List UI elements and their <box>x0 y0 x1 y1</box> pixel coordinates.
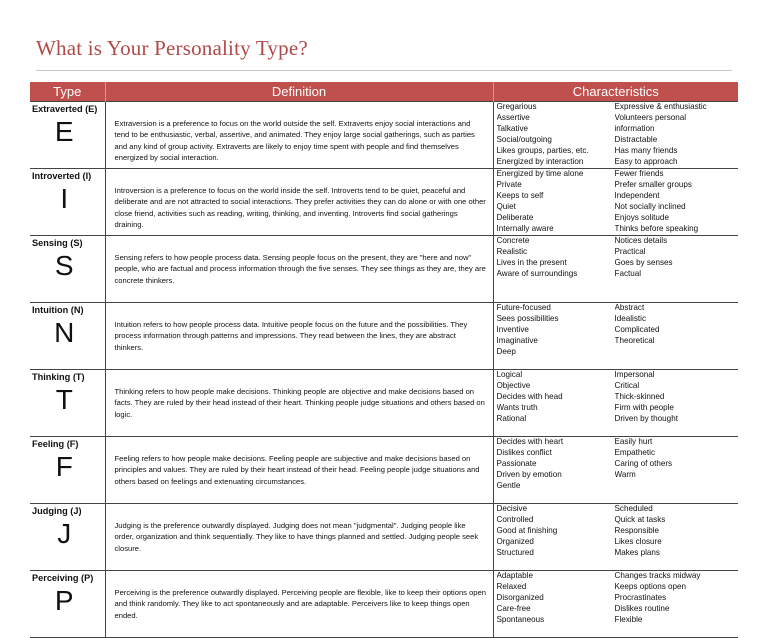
characteristics-column-right <box>615 370 733 425</box>
type-letter: P <box>54 585 74 616</box>
definition-text: Sensing refers to how people process data. Sensing people focus on the present, they are "here and now" people, who are factual and process information through the five senses. They see things as they are, they are concrete thinkers. <box>114 253 486 285</box>
characteristic-item: Easy to approach <box>614 156 678 166</box>
characteristic-item: Gregarious <box>496 102 537 111</box>
type-cell <box>30 102 105 169</box>
type-name: Extraverted (E) <box>32 104 98 114</box>
characteristic-item: Structured <box>496 547 534 557</box>
characteristic-item: Theoretical <box>614 335 655 345</box>
characteristic-item: Lives in the present <box>496 257 567 267</box>
characteristic-item: Deep <box>496 346 516 356</box>
characteristic-item: Decisive <box>496 504 528 513</box>
characteristic-item: Thinks before speaking <box>614 223 699 233</box>
characteristic-item: Warm <box>614 469 636 479</box>
characteristic-item: Changes tracks midway <box>614 571 701 580</box>
type-letter: N <box>54 317 75 348</box>
type-cell <box>30 236 105 303</box>
type-name: Feeling (F) <box>32 439 79 449</box>
characteristics-column-right <box>615 236 733 280</box>
characteristic-item: Volunteers personal <box>614 112 687 122</box>
characteristic-item: Energized by interaction <box>496 156 584 166</box>
characteristic-item: Objective <box>496 380 531 390</box>
definition-text: Perceiving is the preference outwardly displayed. Perceiving people are flexible, like to keep their options open and think randomly. They like to act spontaneously and are adaptable. Perceivers like to keep things open ended. <box>114 588 486 620</box>
definition-cell <box>105 504 493 571</box>
table-header-row <box>30 82 738 102</box>
type-name: Intuition (N) <box>32 305 84 315</box>
characteristic-item: Keeps to self <box>496 190 544 200</box>
characteristic-item: Goes by senses <box>614 257 673 267</box>
characteristic-item: Critical <box>614 380 640 390</box>
type-name: Perceiving (P) <box>32 573 94 583</box>
characteristic-item: Quick at tasks <box>614 514 666 524</box>
characteristic-item: Likes closure <box>614 536 662 546</box>
type-name: Introverted (I) <box>32 171 92 181</box>
definition-cell <box>105 571 493 638</box>
characteristic-item: Responsible <box>614 525 660 535</box>
characteristics-column-left <box>497 370 615 425</box>
characteristics-cell <box>493 571 738 638</box>
table-row <box>30 102 738 169</box>
table-row <box>30 370 738 437</box>
characteristic-item: Gentle <box>496 480 521 490</box>
characteristic-item: Procrastinates <box>614 592 667 602</box>
characteristic-item: Expressive & enthusiastic <box>614 102 707 111</box>
definition-text: Introversion is a preference to focus on the world inside the self. Introverts tend to be quiet, peaceful and deliberate and are not attracted to social interactions. They prefer activities they can do alone or with one other close friend, activities such as reading, writing, thinking, and inventing. Introverts find social gatherings draining. <box>114 186 486 230</box>
type-letter: S <box>54 250 74 281</box>
characteristic-item: Relaxed <box>496 581 527 591</box>
characteristic-item: Passionate <box>496 458 537 468</box>
type-cell <box>30 303 105 370</box>
table-row <box>30 303 738 370</box>
type-cell <box>30 437 105 504</box>
characteristic-item: information <box>614 123 655 133</box>
characteristic-item: Fewer friends <box>614 169 664 178</box>
characteristic-item: Flexible <box>614 614 643 624</box>
characteristic-item: Likes groups, parties, etc. <box>496 145 589 155</box>
personality-table <box>30 82 738 638</box>
table-row <box>30 236 738 303</box>
header-characteristics: Characteristics <box>493 82 738 102</box>
type-cell <box>30 169 105 236</box>
table-row <box>30 504 738 571</box>
characteristic-item: Private <box>496 179 522 189</box>
definition-cell <box>105 102 493 169</box>
type-letter: J <box>57 518 72 549</box>
characteristic-item: Makes plans <box>614 547 660 557</box>
characteristic-item: Aware of surroundings <box>496 268 578 278</box>
table-body <box>30 102 738 638</box>
characteristics-column-right <box>615 303 733 358</box>
characteristic-item: Scheduled <box>614 504 653 513</box>
characteristic-item: Sees possibilities <box>496 313 559 323</box>
characteristic-item: Easily hurt <box>614 437 653 446</box>
characteristic-item: Keeps options open <box>614 581 687 591</box>
characteristic-item: Decides with head <box>496 391 563 401</box>
definition-text: Judging is the preference outwardly displayed. Judging does not mean "judgmental". Judging people like order, organization and think sequentially. They like to have things planned and settled. Judging people seek closure. <box>114 521 479 553</box>
definition-cell <box>105 303 493 370</box>
characteristics-column-left <box>497 102 615 167</box>
characteristic-item: Impersonal <box>614 370 655 379</box>
characteristics-column-right <box>615 169 733 234</box>
characteristic-item: Wants truth <box>496 402 538 412</box>
type-cell <box>30 370 105 437</box>
header-definition: Definition <box>105 82 493 102</box>
characteristic-item: Complicated <box>614 324 660 334</box>
definition-text: Intuition refers to how people process data. Intuitive people focus on the future and the possibilities. They process information through patterns and impressions. They read between the lines, they are abstract thinkers. <box>114 320 468 352</box>
type-cell <box>30 504 105 571</box>
characteristic-item: Notices details <box>614 236 668 245</box>
characteristics-cell <box>493 370 738 437</box>
characteristic-item: Inventive <box>496 324 529 334</box>
characteristic-item: Social/outgoing <box>496 134 552 144</box>
type-letter: I <box>60 183 69 214</box>
characteristics-column-left <box>497 504 615 559</box>
characteristic-item: Organized <box>496 536 534 546</box>
characteristic-item: Internally aware <box>496 223 554 233</box>
characteristics-column-right <box>615 504 733 559</box>
page-title: What is Your Personality Type? <box>36 36 308 60</box>
characteristic-item: Imaginative <box>496 335 538 345</box>
type-letter: E <box>54 116 74 147</box>
characteristic-item: Enjoys solitude <box>614 212 669 222</box>
characteristic-item: Factual <box>614 268 642 278</box>
definition-cell <box>105 169 493 236</box>
characteristic-item: Prefer smaller groups <box>614 179 692 189</box>
characteristics-column-left <box>497 571 615 626</box>
characteristic-item: Good at finishing <box>496 525 558 535</box>
characteristics-column-right <box>615 437 733 492</box>
characteristic-item: Dislikes routine <box>614 603 670 613</box>
characteristics-cell <box>493 303 738 370</box>
characteristics-column-left <box>497 169 615 234</box>
table-row <box>30 169 738 236</box>
characteristics-cell <box>493 504 738 571</box>
characteristic-item: Empathetic <box>614 447 655 457</box>
characteristic-item: Deliberate <box>496 212 534 222</box>
type-name: Judging (J) <box>32 506 82 516</box>
characteristic-item: Caring of others <box>614 458 673 468</box>
characteristic-item: Spontaneous <box>496 614 545 624</box>
characteristics-cell <box>493 437 738 504</box>
characteristics-column-left <box>497 303 615 358</box>
definition-text: Extraversion is a preference to focus on the world outside the self. Extraverts enjoy social interactions and tend to be enthusiastic, verbal, assertive, and animated. They enjoy large social gatherings, such as parties and any kind of group activity. Extraverts are likely to enjoy time spent with people and find themselves energized by social interaction. <box>114 119 475 163</box>
characteristic-item: Future-focused <box>496 303 551 312</box>
characteristic-item: Idealistic <box>614 313 646 323</box>
characteristic-item: Thick-skinned <box>614 391 665 401</box>
definition-cell <box>105 236 493 303</box>
characteristic-item: Driven by thought <box>614 413 678 423</box>
title-divider <box>36 70 732 71</box>
definition-cell <box>105 437 493 504</box>
definition-cell <box>105 370 493 437</box>
characteristic-item: Realistic <box>496 246 528 256</box>
table-row <box>30 571 738 638</box>
characteristic-item: Care-free <box>496 603 531 613</box>
type-letter: F <box>55 451 73 482</box>
characteristics-column-right <box>615 102 733 167</box>
characteristic-item: Decides with heart <box>496 437 564 446</box>
characteristics-cell <box>493 102 738 169</box>
type-name: Sensing (S) <box>32 238 83 248</box>
type-name: Thinking (T) <box>32 372 85 382</box>
characteristics-cell <box>493 169 738 236</box>
characteristic-item: Assertive <box>496 112 530 122</box>
characteristics-column-left <box>497 236 615 280</box>
characteristic-item: Distractable <box>614 134 658 144</box>
characteristic-item: Disorganized <box>496 592 544 602</box>
characteristic-item: Quiet <box>496 201 516 211</box>
characteristic-item: Rational <box>496 413 527 423</box>
characteristic-item: Has many friends <box>614 145 678 155</box>
characteristic-item: Practical <box>614 246 646 256</box>
header-type: Type <box>30 82 105 102</box>
characteristic-item: Logical <box>496 370 523 379</box>
characteristics-column-right <box>615 571 733 626</box>
characteristics-column-left <box>497 437 615 492</box>
characteristic-item: Concrete <box>496 236 530 245</box>
characteristic-item: Adaptable <box>496 571 533 580</box>
characteristic-item: Dislikes conflict <box>496 447 552 457</box>
characteristic-item: Energized by time alone <box>496 169 584 178</box>
characteristic-item: Driven by emotion <box>496 469 562 479</box>
table-row <box>30 437 738 504</box>
type-cell <box>30 571 105 638</box>
type-letter: T <box>55 384 73 415</box>
definition-text: Feeling refers to how people make decisions. Feeling people are subjective and make decisions based on principles and values. They are ruled by their heart instead of their head. Feeling people judge situations and others based on feelings and extenuating circumstances. <box>114 454 480 486</box>
characteristic-item: Talkative <box>496 123 528 133</box>
characteristic-item: Controlled <box>496 514 534 524</box>
characteristic-item: Independent <box>614 190 660 200</box>
characteristic-item: Firm with people <box>614 402 674 412</box>
characteristic-item: Abstract <box>614 303 645 312</box>
definition-text: Thinking refers to how people make decisions. Thinking people are objective and make decisions based on facts. They are ruled by their head instead of their heart. Thinking people judge situations and others based on logic. <box>114 387 485 419</box>
characteristics-cell <box>493 236 738 303</box>
characteristic-item: Not socially inclined <box>614 201 686 211</box>
